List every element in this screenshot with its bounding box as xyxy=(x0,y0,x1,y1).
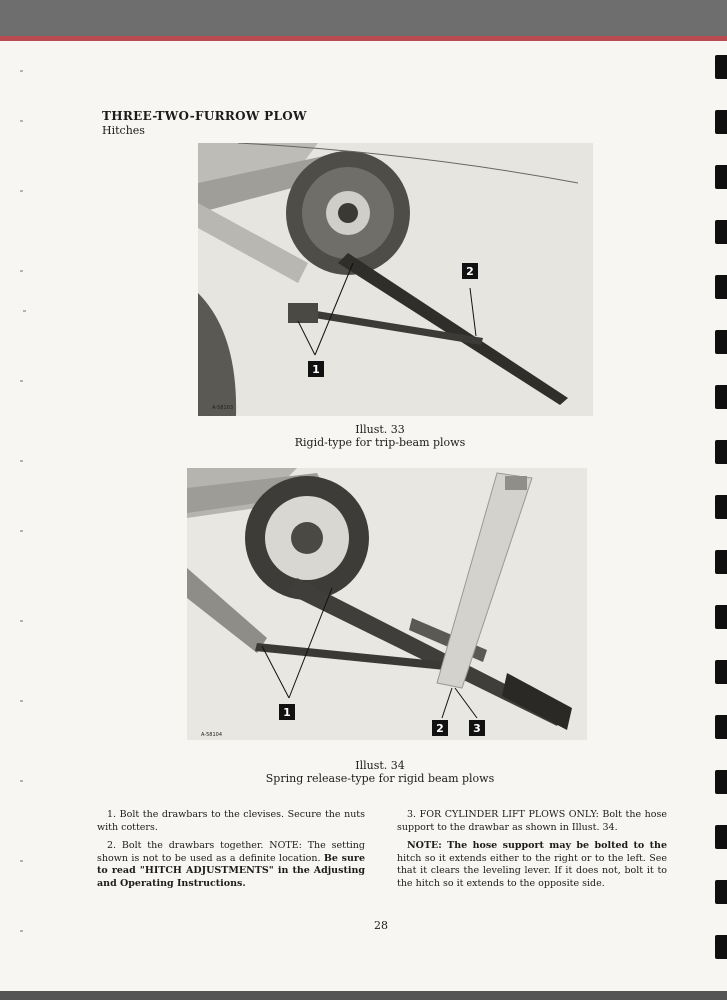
caption-number: Illust. 33 xyxy=(355,423,405,436)
step-2-lead: 2. Bolt the drawbars together. NOTE: The setting shown is not to be used as a definite location. xyxy=(97,840,365,864)
illustration-33-photo xyxy=(198,143,593,416)
step-2 xyxy=(97,840,365,890)
caption-number: Illust. 34 xyxy=(355,759,405,772)
callout-2: 2 xyxy=(432,720,448,736)
instructions-left-column xyxy=(97,809,365,896)
note-body: hitch so it extends either to the right or to the left. See that it clears the leveling lever. If it does not, bolt it to the hitch so it extends to the opposite side. xyxy=(397,852,667,889)
note xyxy=(397,840,667,890)
scan-bottom-edge xyxy=(0,991,727,1000)
scan-top-edge xyxy=(0,0,727,38)
step-3: 3. FOR CYLINDER LIFT PLOWS ONLY: Bolt the hose support to the drawbar as shown in Illust. 34. xyxy=(397,809,667,833)
figure-code: A-58104 xyxy=(201,732,223,738)
figure-code: A-58103 xyxy=(212,405,234,411)
page-title: THREE-TWO-FURROW PLOW xyxy=(102,109,307,123)
section-subtitle: Hitches xyxy=(102,124,145,137)
step-2-emphasis-a: Be sure to read "HITCH ADJUSTMENTS" in the xyxy=(97,852,365,876)
margin-punch-marks xyxy=(20,60,38,940)
callout-1: 1 xyxy=(308,361,324,377)
step-2-emphasis-b: Adjusting and Operating Instructions. xyxy=(97,865,365,889)
illustration-34-photo xyxy=(187,468,587,740)
illustration-33-caption xyxy=(190,423,570,449)
step-1: 1. Bolt the drawbars to the clevises. Secure the nuts with cotters. xyxy=(97,809,365,833)
caption-text: Rigid-type for trip-beam plows xyxy=(294,436,466,449)
note-lead: NOTE: The hose support may be bolted to the xyxy=(407,840,667,851)
spiral-binding xyxy=(711,55,727,985)
page-number: 28 xyxy=(374,919,388,932)
callout-3: 3 xyxy=(469,720,485,736)
callout-2: 2 xyxy=(462,263,478,279)
illustration-34-caption xyxy=(190,759,570,785)
caption-text: Spring release-type for rigid beam plows xyxy=(265,772,495,785)
instructions-right-column xyxy=(397,809,667,896)
callout-1: 1 xyxy=(279,704,295,720)
